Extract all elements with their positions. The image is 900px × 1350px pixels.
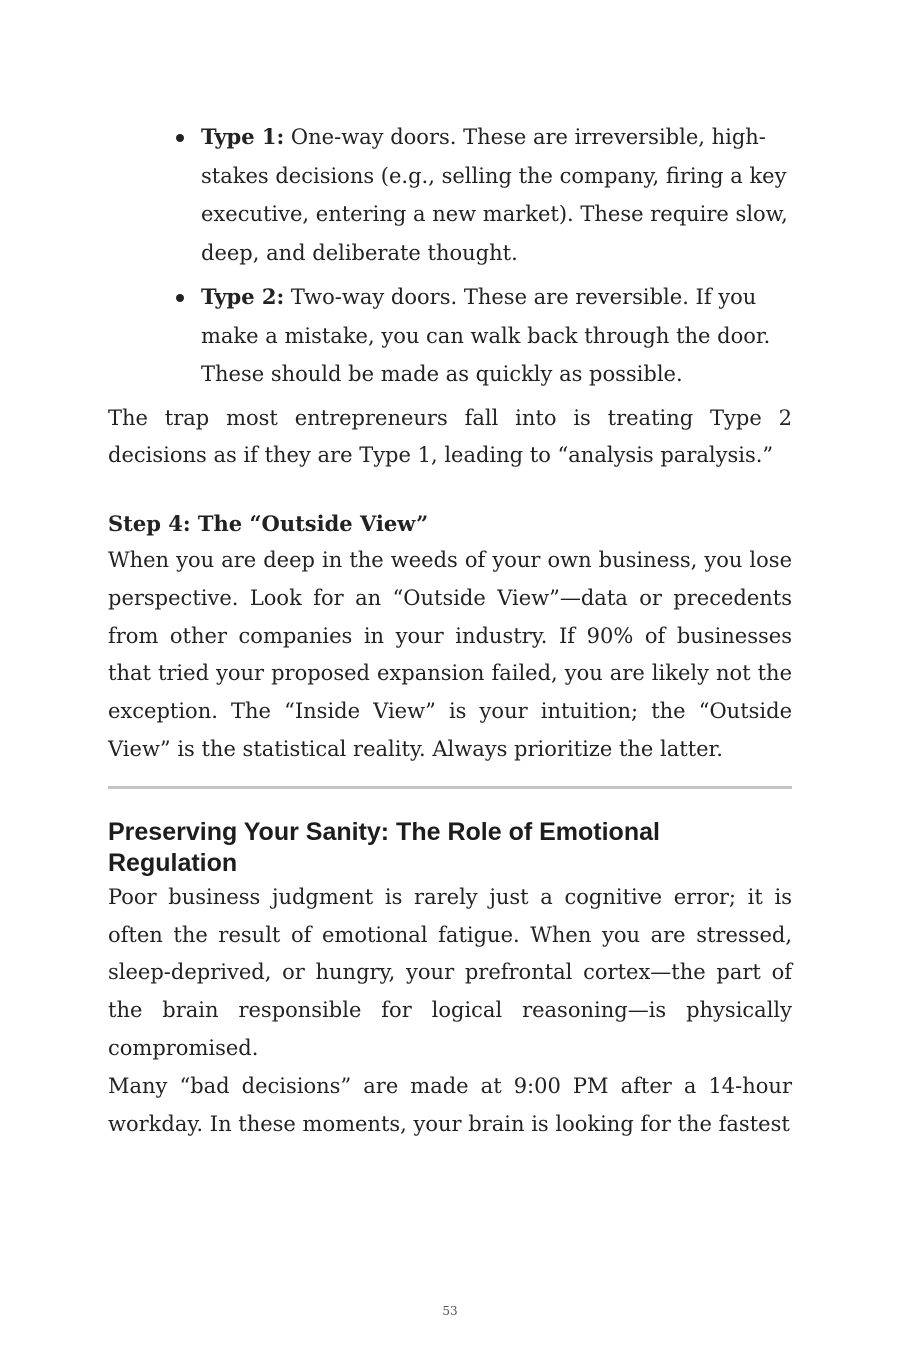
bullet-label: Type 1: xyxy=(201,124,285,149)
paragraph-outside-view: When you are deep in the weeds of your own business, you lose perspective. Look for an “Outside View”—data or precedents from other companies in your industry. If 90% of businesses that tried your proposed expansion failed, you are likely not the exception. The “Inside View” is your intuition; the “Outside View” is the statistical reality. Always prioritize the latter. xyxy=(108,548,792,762)
bullet-label: Type 2: xyxy=(201,284,285,309)
page-content xyxy=(108,118,792,1143)
section-divider xyxy=(108,786,792,789)
step-4-heading: Step 4: The “Outside View” xyxy=(108,511,429,537)
page-number: 53 xyxy=(442,1304,458,1318)
list-item xyxy=(108,118,792,272)
list-item xyxy=(108,278,792,394)
section-heading: Preserving Your Sanity: The Role of Emotional Regulation xyxy=(108,817,660,877)
decision-type-list xyxy=(108,118,792,394)
bullet-icon xyxy=(176,294,184,302)
bullet-icon xyxy=(176,134,184,142)
bullet-text: Two-way doors. These are reversible. If you make a mistake, you can walk back through the door. These should be made as quickly as possible. xyxy=(201,285,771,386)
paragraph-trap: The trap most entrepreneurs fall into is treating Type 2 decisions as if they are Type 1, leading to “analysis paralysis.” xyxy=(108,405,792,468)
bullet-text: One-way doors. These are irreversible, high-stakes decisions (e.g., selling the company, firing a key executive, entering a new market). These require slow, deep, and deliberate thought. xyxy=(201,125,788,265)
paragraph-poor-judgment: Poor business judgment is rarely just a cognitive error; it is often the result of emotional fatigue. When you are stressed, sleep-deprived, or hungry, your prefrontal cortex—the part of the brain responsible for logical reasoning—is physically compromised. xyxy=(108,884,792,1061)
paragraph-bad-decisions: Many “bad decisions” are made at 9:00 PM after a 14-hour workday. In these moments, your brain is looking for the fastest xyxy=(108,1073,792,1136)
